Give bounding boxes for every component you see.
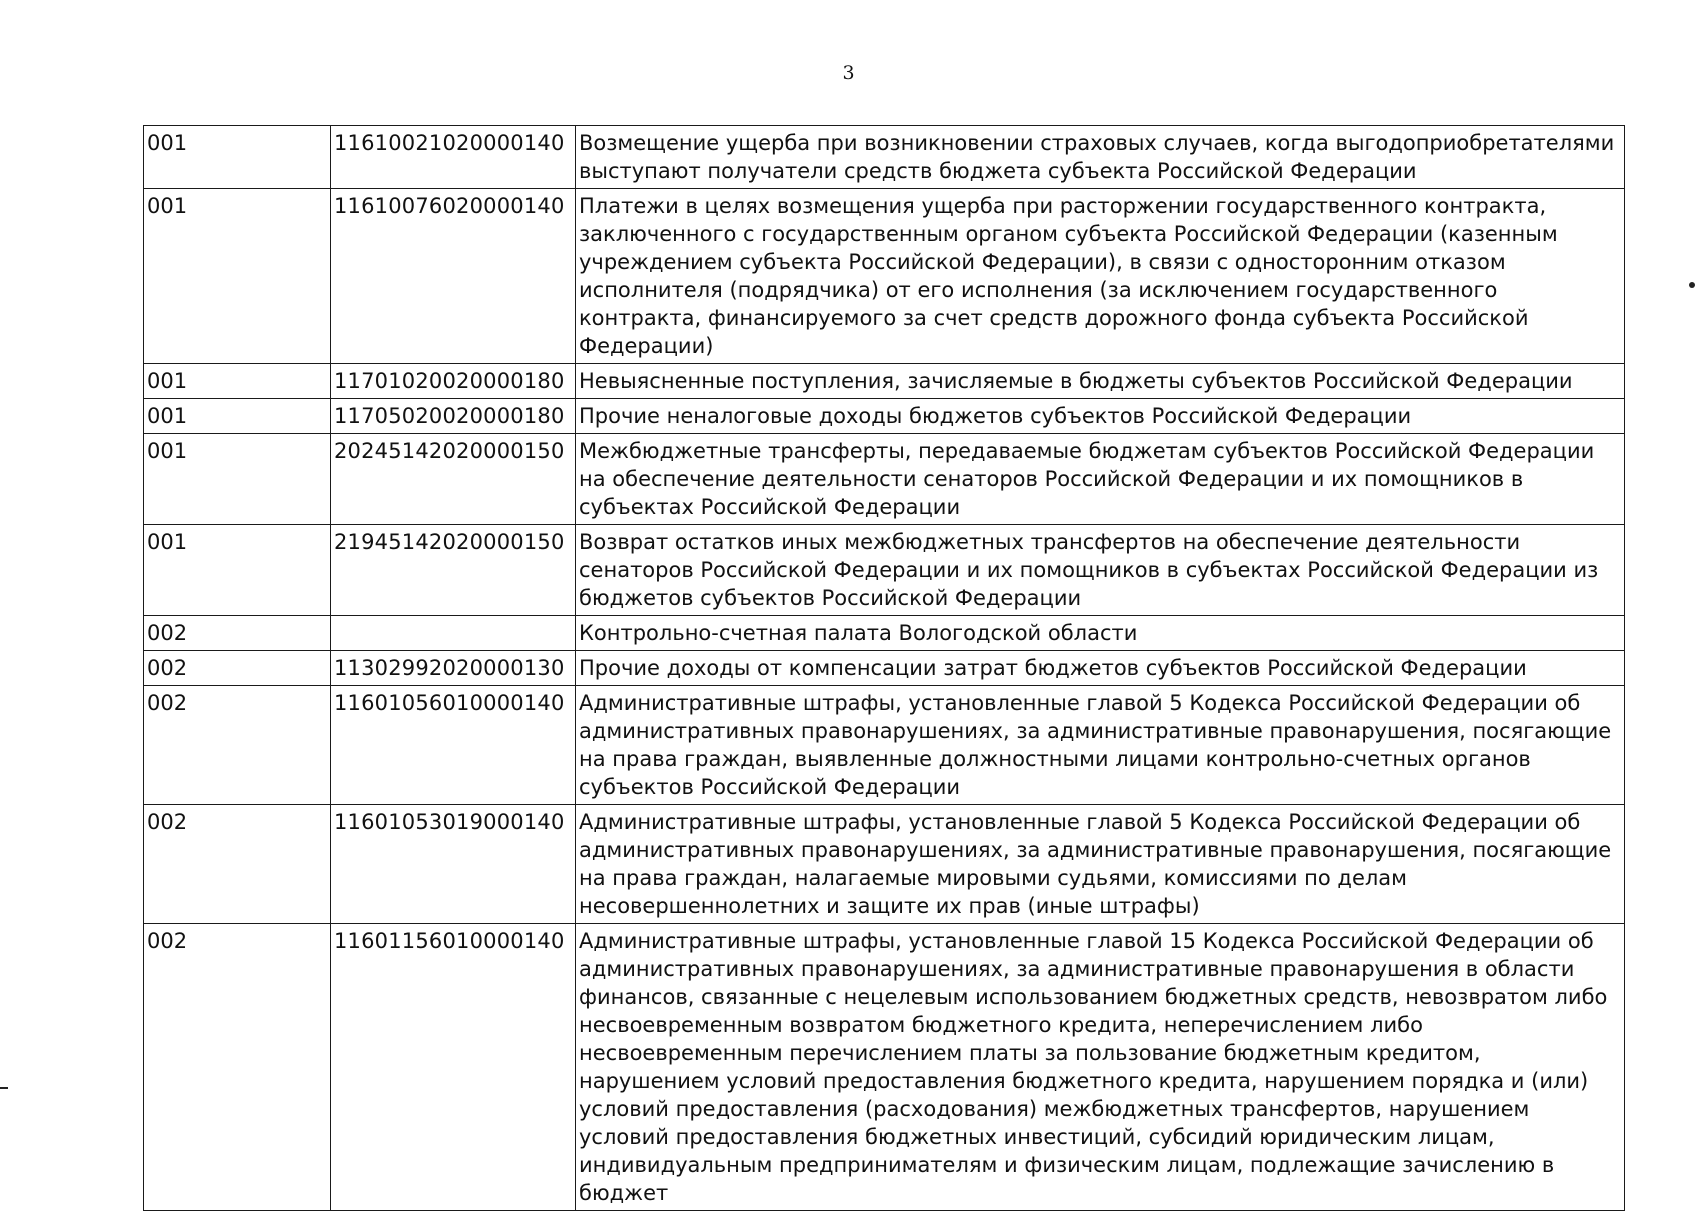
table-row [144, 399, 1625, 434]
description-cell: Межбюджетные трансферты, передаваемые бюджетам субъектов Российской Федерации на обеспечение деятельности сенаторов Российской Федерации и их помощников в субъектах Российской Федерации [576, 434, 1625, 525]
table-row [144, 616, 1625, 651]
admin-code-cell: 002 [144, 616, 331, 651]
scan-margin-mark [0, 1087, 8, 1089]
description-cell: Административные штрафы, установленные главой 5 Кодекса Российской Федерации об административных правонарушениях, за административные правонарушения, посягающие на права граждан, налагаемые мировыми судьями, комиссиями по делам несовершеннолетних и защите их прав (иные штрафы) [576, 805, 1625, 924]
admin-code-cell: 002 [144, 924, 331, 1211]
budget-code-cell: 21945142020000150 [331, 525, 576, 616]
budget-code-cell: 11705020020000180 [331, 399, 576, 434]
description-cell: Прочие неналоговые доходы бюджетов субъектов Российской Федерации [576, 399, 1625, 434]
budget-code-cell: 11302992020000130 [331, 651, 576, 686]
scan-margin-mark [1689, 282, 1695, 288]
description-cell: Административные штрафы, установленные главой 15 Кодекса Российской Федерации об административных правонарушениях, за административные правонарушения в области финансов, связанные с нецелевым использованием бюджетных средств, невозвратом либо несвоевременным возвратом бюджетного кредита, неперечислением либо несвоевременным перечислением платы за пользование бюджетным кредитом, нарушением условий предоставления бюджетного кредита, нарушением порядка и (или) условий предоставления (расходования) межбюджетных трансфертов, нарушением условий предоставления бюджетных инвестиций, субсидий юридическим лицам, индивидуальным предпринимателям и физическим лицам, подлежащие зачислению в бюджет [576, 924, 1625, 1211]
description-cell: Прочие доходы от компенсации затрат бюджетов субъектов Российской Федерации [576, 651, 1625, 686]
admin-code-cell: 001 [144, 126, 331, 189]
description-cell: Контрольно-счетная палата Вологодской области [576, 616, 1625, 651]
admin-code-cell: 002 [144, 651, 331, 686]
budget-code-cell: 11601156010000140 [331, 924, 576, 1211]
table-row [144, 189, 1625, 364]
description-cell: Невыясненные поступления, зачисляемые в бюджеты субъектов Российской Федерации [576, 364, 1625, 399]
admin-code-cell: 002 [144, 805, 331, 924]
description-cell: Платежи в целях возмещения ущерба при расторжении государственного контракта, заключенного с государственным органом субъекта Российской Федерации (казенным учреждением субъекта Российской Федерации), в связи с односторонним отказом исполнителя (подрядчика) от его исполнения (за исключением государственного контракта, финансируемого за счет средств дорожного фонда субъекта Российской Федерации) [576, 189, 1625, 364]
admin-code-cell: 001 [144, 525, 331, 616]
table-row [144, 434, 1625, 525]
budget-code-cell: 11601056010000140 [331, 686, 576, 805]
admin-code-cell: 001 [144, 364, 331, 399]
budget-code-cell [331, 616, 576, 651]
table-row [144, 924, 1625, 1211]
description-cell: Административные штрафы, установленные главой 5 Кодекса Российской Федерации об административных правонарушениях, за административные правонарушения, посягающие на права граждан, выявленные должностными лицами контрольно-счетных органов субъектов Российской Федерации [576, 686, 1625, 805]
table-row [144, 364, 1625, 399]
page-number: 3 [842, 62, 855, 84]
admin-code-cell: 001 [144, 434, 331, 525]
budget-code-cell: 11610021020000140 [331, 126, 576, 189]
admin-code-cell: 001 [144, 399, 331, 434]
admin-code-cell: 002 [144, 686, 331, 805]
table-row [144, 525, 1625, 616]
table-row [144, 651, 1625, 686]
budget-code-cell: 11701020020000180 [331, 364, 576, 399]
budget-code-cell: 11610076020000140 [331, 189, 576, 364]
table-row [144, 686, 1625, 805]
budget-classification-table [143, 125, 1625, 1211]
table-row [144, 126, 1625, 189]
admin-code-cell: 001 [144, 189, 331, 364]
table-row [144, 805, 1625, 924]
description-cell: Возмещение ущерба при возникновении страховых случаев, когда выгодоприобретателями выступают получатели средств бюджета субъекта Российской Федерации [576, 126, 1625, 189]
budget-code-cell: 20245142020000150 [331, 434, 576, 525]
budget-code-cell: 11601053019000140 [331, 805, 576, 924]
description-cell: Возврат остатков иных межбюджетных трансфертов на обеспечение деятельности сенаторов Российской Федерации и их помощников в субъектах Российской Федерации из бюджетов субъектов Российской Федерации [576, 525, 1625, 616]
